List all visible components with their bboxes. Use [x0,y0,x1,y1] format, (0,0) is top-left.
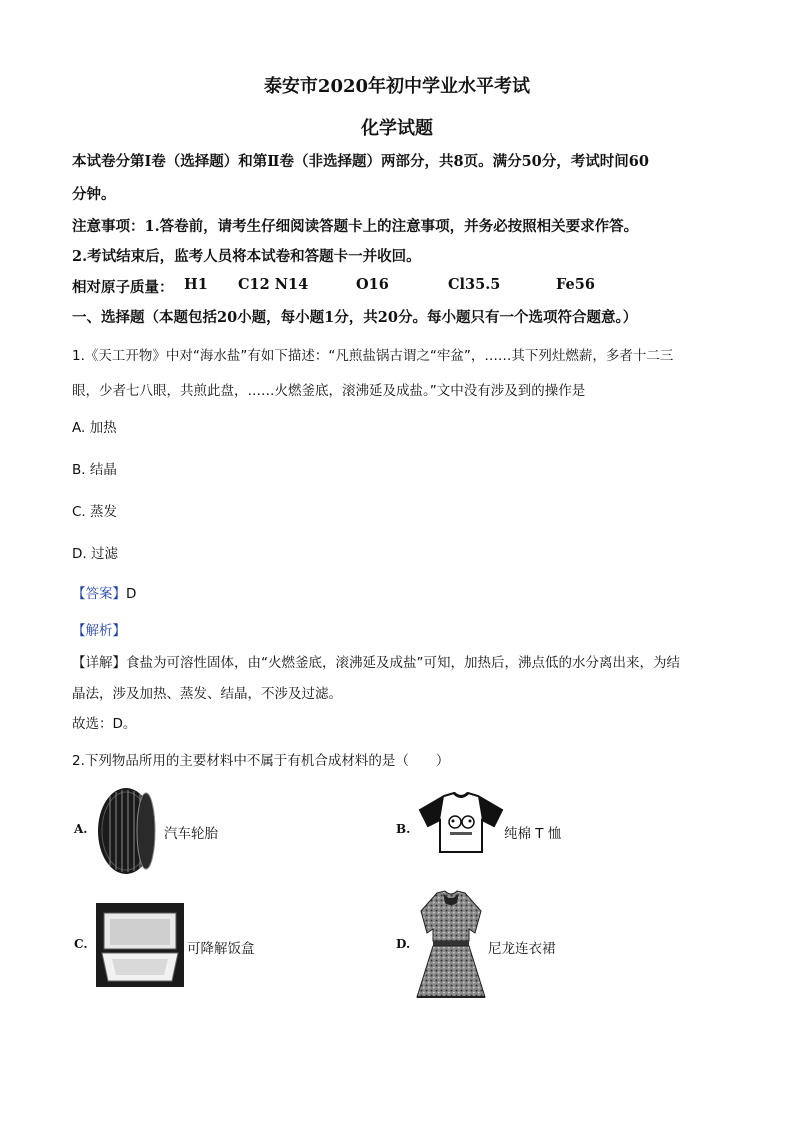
detail-line-1 [72,651,680,671]
tshirt-icon [418,790,504,854]
question-1-line-2: 眼，少者七八眼，共煎此盘，……火燃釜底，滚沸延及成盐。”文中没有涉及到的操作是 [72,383,586,399]
option-a-letter: A. [74,822,88,836]
section-heading: 一、选择题（本题包括20小题，每小题1分，共20分。每小题只有一个选项符合题意。） [72,309,638,326]
answer-tag: 【答案】 [72,586,126,602]
atomic-mass-o: O16 [356,276,389,293]
detail-line-2: 晶法，涉及加热、蒸发、结晶，不涉及过滤。 [72,686,342,702]
option-b-label: 纯棉 T 恤 [504,826,562,842]
question-2-stem: 2.下列物品所用的主要材料中不属于有机合成材料的是（ ） [72,753,450,769]
atomic-mass-cn: C12 N14 [238,276,309,293]
answer-line [72,582,136,602]
question-1-option-d: D. 过滤 [72,546,118,562]
analysis-tag: 【解析】 [72,623,126,639]
question-1-option-a: A. 加热 [72,420,117,436]
notice-1: 注意事项：1.答卷前，请考生仔细阅读答题卡上的注意事项，并务必按照相关要求作答。 [72,218,639,235]
notice-2: 2.考试结束后，监考人员将本试卷和答题卡一并收回。 [72,248,421,265]
intro-line-1: 本试卷分第Ⅰ卷（选择题）和第Ⅱ卷（非选择题）两部分，共8页。满分50分，考试时间60 [72,153,649,170]
page-subtitle: 化学试题 [361,118,433,139]
option-d-label: 尼龙连衣裙 [488,941,556,957]
page-title: 泰安市2020年初中学业水平考试 [263,76,531,97]
detail-tag: 【详解】 [72,655,126,671]
atomic-mass-label: 相对原子质量： [72,279,174,296]
option-c-letter: C. [74,937,88,951]
intro-line-2: 分钟。 [72,186,116,203]
option-a-label: 汽车轮胎 [164,826,218,842]
atomic-mass-fe: Fe56 [556,276,595,293]
atomic-mass-h: H1 [184,276,208,293]
option-c-label: 可降解饭盒 [187,941,255,957]
question-1-line-1: 1.《天工开物》中对“海水盐”有如下描述：“凡煎盐锅古谓之“牢盆”，……其下列灶燃薪，多者十二三 [72,348,674,364]
conclusion: 故选：D。 [72,716,137,732]
question-1-option-b: B. 结晶 [72,462,117,478]
detail-text-1: 食盐为可溶性固体，由“火燃釜底，滚沸延及成盐”可知，加热后，沸点低的水分离出来，为结 [126,655,680,671]
answer-value: D [126,586,137,602]
atomic-mass-cl: Cl35.5 [448,276,501,293]
dress-icon [415,889,487,1001]
lunchbox-icon [96,903,184,987]
option-b-letter: B. [396,822,411,836]
option-d-letter: D. [396,937,411,951]
tire-icon [96,786,160,876]
question-1-option-c: C. 蒸发 [72,504,118,520]
